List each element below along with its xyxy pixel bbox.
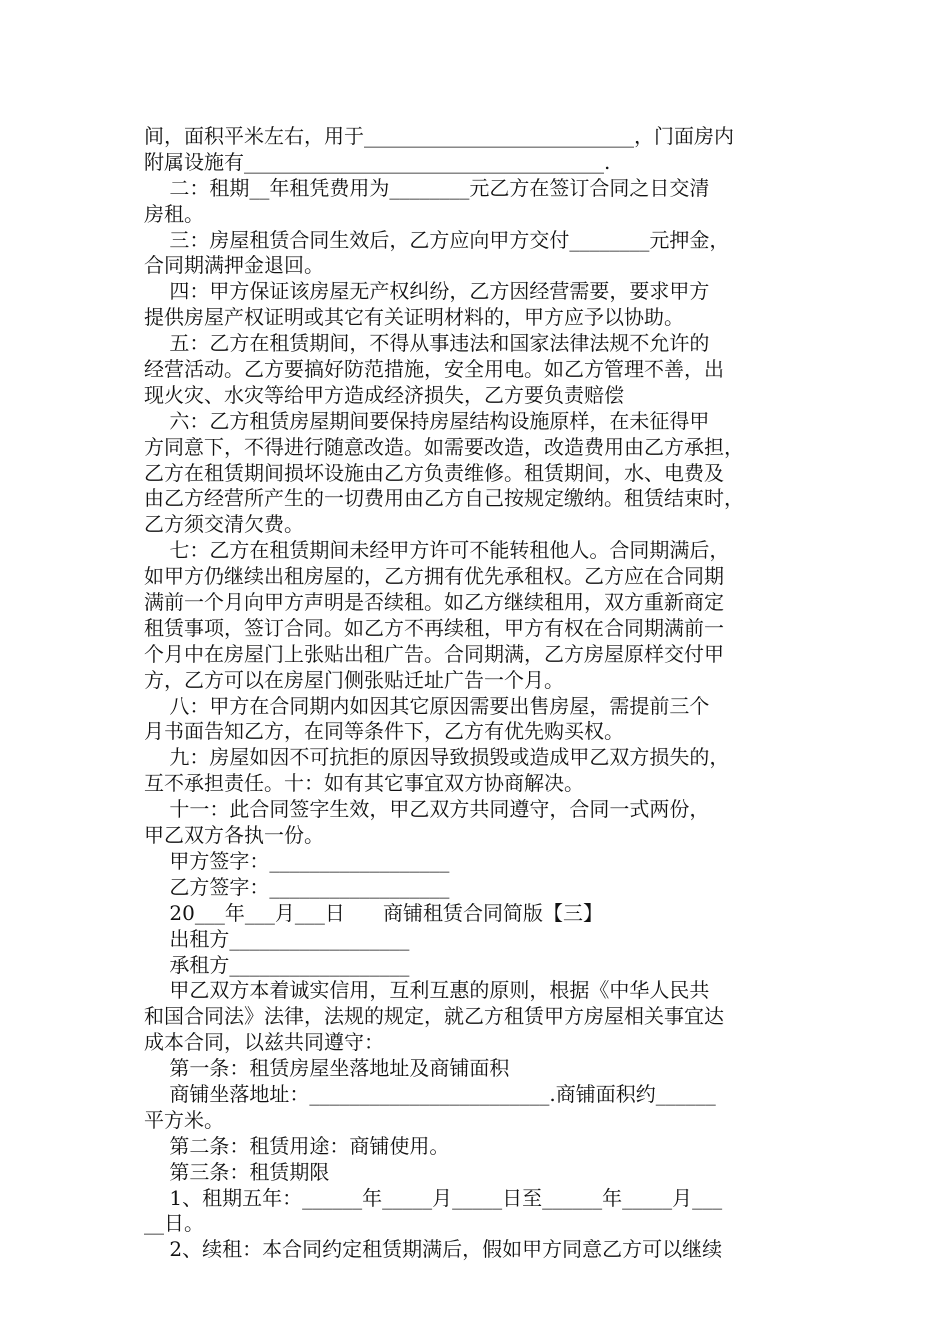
text-line: 乙方在租赁期间损坏设施由乙方负责维修。租赁期间，水、电费及 [144,460,724,485]
party-b-signature-line: 乙方签字：__________________ [144,874,450,899]
lessee-line: 承租方__________________ [144,952,410,977]
text-line: 八：甲方在合同期内如因其它原因需要出售房屋，需提前三个 [144,693,710,718]
text-line: 九：房屋如因不可抗拒的原因导致损毁或造成甲乙双方损失的， [144,745,730,770]
text-line: 三：房屋租赁合同生效后，乙方应向甲方交付________元押金， [144,227,730,252]
text-line: 和国合同法》法律，法规的规定，就乙方租赁甲方房屋相关事宜达 [144,1004,724,1029]
text-line: 租赁事项，签订合同。如乙方不再续租，甲方有权在合同期满前一 [144,615,724,640]
text-line: 1、租期五年：______年_____月_____日至______年_____月___ [144,1185,723,1210]
text-line: 互不承担责任。十：如有其它事宜双方协商解决。 [144,771,584,796]
text-line: 提供房屋产权证明或其它有关证明材料的，甲方应予以协助。 [144,305,684,330]
text-line: 由乙方经营所产生的一切费用由乙方自己按规定缴纳。租赁结束时， [144,486,744,511]
article-heading: 第二条：租赁用途：商铺使用。 [144,1133,450,1158]
party-a-signature-line: 甲方签字：__________________ [144,848,450,873]
text-line: 方同意下，不得进行随意改造。如需要改造，改造费用由乙方承担， [144,434,744,459]
text-line: 二：租期__年租凭费用为________元乙方在签订合同之日交清 [144,175,710,200]
text-line: 个月中在房屋门上张贴出租广告。合同期满，乙方房屋原样交付甲 [144,641,724,666]
text-line: 合同期满押金退回。 [144,253,324,278]
text-line: 甲乙双方各执一份。 [144,823,324,848]
article-heading: 第一条：租赁房屋坐落地址及商铺面积 [144,1056,510,1081]
text-line: 商铺坐落地址：________________________.商铺面积约______ [144,1081,716,1106]
text-line: 经营活动。乙方要搞好防范措施，安全用电。如乙方管理不善，出 [144,357,724,382]
text-line: 2、续租：本合同约定租赁期满后，假如甲方同意乙方可以继续 [144,1237,723,1262]
lessor-line: 出租方__________________ [144,926,410,951]
text-line: 乙方须交清欠费。 [144,512,304,537]
text-line: 如甲方仍继续出租房屋的，乙方拥有优先承租权。乙方应在合同期 [144,564,724,589]
text-line: 成本合同，以兹共同遵守： [144,1030,384,1055]
text-line: 月书面告知乙方，在同等条件下，乙方有优先购买权。 [144,719,624,744]
text-line: 四：甲方保证该房屋无产权纠纷，乙方因经营需要，要求甲方 [144,279,710,304]
text-line: 间，面积平米左右，用于___________________________，门面房内 [144,124,734,148]
text-line: 方，乙方可以在房屋门侧张贴迁址广告一个月。 [144,667,564,692]
text-line: 六：乙方租赁房屋期间要保持房屋结构设施原样，在未征得甲 [144,408,710,433]
text-line: 满前一个月向甲方声明是否续租。如乙方继续租用，双方重新商定 [144,590,724,615]
text-line: 五：乙方在租赁期间，不得从事违法和国家法律法规不允许的 [144,331,710,356]
text-line: 甲乙双方本着诚实信用，互利互惠的原则，根据《中华人民共 [144,978,710,1003]
text-line: __日。 [144,1211,204,1236]
text-line: 十一：此合同签字生效，甲乙双方共同遵守，合同一式两份， [144,797,710,822]
contract-text [144,124,814,1263]
text-line: 附属设施有____________________________________. [144,149,611,174]
text-line: 现火灾、水灾等给甲方造成经济损失，乙方要负责赔偿 [144,382,624,407]
text-line: 房租。 [144,201,204,226]
text-line: 七：乙方在租赁期间未经甲方许可不能转租他人。合同期满后， [144,538,730,563]
text-line: 平方米。 [144,1107,224,1132]
date-and-section-title: 20___年___月___日 商铺租赁合同简版【三】 [144,900,604,925]
article-heading: 第三条：租赁期限 [144,1159,330,1184]
